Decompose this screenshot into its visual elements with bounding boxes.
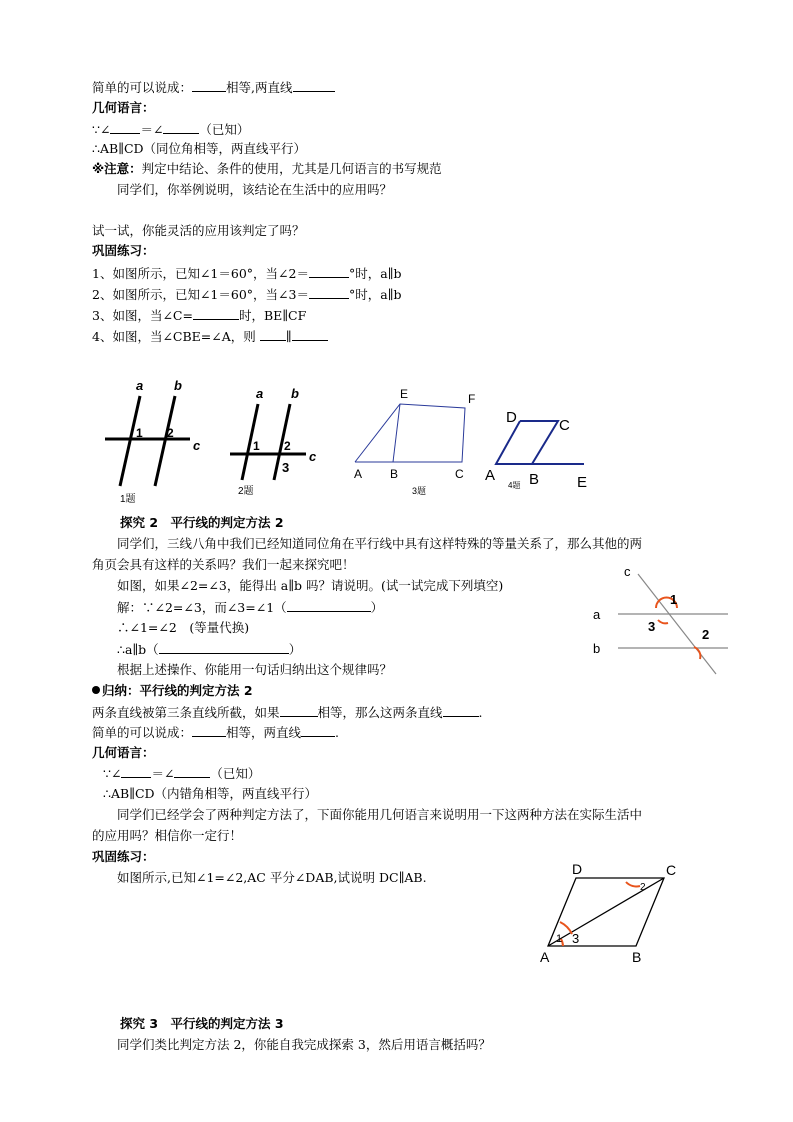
blank[interactable] — [292, 328, 328, 341]
label-a: a — [593, 607, 601, 622]
label-C: C — [559, 417, 570, 434]
conclusion-statement: 两条直线被第三条直线所截，如果 相等，那么这两条直线 . — [92, 705, 483, 720]
label-E: E — [577, 474, 588, 491]
label-1: 1 — [253, 439, 260, 453]
label-b: b — [593, 641, 601, 656]
simple-statement-1: 简单的可以说成： 相等,两直线 — [92, 79, 335, 96]
label-A: A — [485, 467, 496, 484]
explore2-heading: 探究 2 平行线的判定方法 2 — [120, 515, 284, 530]
label-F: F — [468, 392, 476, 406]
apply-para-1: 同学们已经学会了两种判定方法了，下面你能用几何语言来说明用一下这两种方法在实际生活中 — [117, 807, 643, 822]
figure-parallelogram — [536, 860, 696, 970]
practice-problem: 如图所示,已知∠1=∠2,AC 平分∠DAB,试说明 DC∥AB. — [117, 870, 427, 885]
geo2-line-1: ∵∠ ＝∠ （已知） — [103, 766, 261, 781]
label-E: E — [400, 387, 409, 401]
label-B: B — [390, 467, 399, 481]
label-B: B — [632, 949, 642, 965]
practice-heading: 巩固练习： — [92, 243, 155, 258]
blank[interactable] — [121, 765, 151, 778]
blank[interactable] — [309, 286, 349, 299]
label-a: a — [136, 378, 144, 393]
solution-step-1: 解：∵∠2=∠3，而∠3=∠1（ ） — [117, 600, 384, 615]
label-c: c — [624, 564, 631, 579]
label-A: A — [354, 467, 363, 481]
geo-line-2: ∴AB∥CD（同位角相等，两直线平行） — [92, 141, 307, 156]
geo-line-1: ∵∠ ＝∠ （已知） — [92, 122, 250, 137]
label-b: b — [291, 386, 299, 401]
blank[interactable] — [309, 265, 349, 278]
caption: 3题 — [412, 486, 427, 496]
explore2-para-1: 同学们，三线八角中我们已经知道同位角在平行线中具有这样特殊的等量关系了，那么其他的两 — [117, 536, 643, 551]
blank[interactable] — [287, 599, 371, 612]
blank[interactable] — [192, 724, 226, 737]
blank[interactable] — [293, 79, 335, 92]
label-b: b — [174, 378, 182, 393]
label-C: C — [455, 467, 464, 481]
solution-step-2: ∴∠1=∠2 (等量代换) — [117, 620, 250, 635]
label-3: 3 — [572, 931, 580, 946]
label-a: a — [256, 386, 264, 401]
practice-4: 4、如图，当∠CBE=∠A，则 ∥ — [92, 328, 328, 345]
explore2-para-2: 角页会具有这样的关系吗？我们一起来探究吧！ — [92, 557, 355, 572]
label-1: 1 — [136, 426, 143, 440]
blank[interactable] — [174, 765, 210, 778]
blank[interactable] — [443, 704, 479, 717]
figure-1 — [100, 376, 210, 506]
label-1: 1 — [670, 592, 678, 607]
blank[interactable] — [280, 704, 318, 717]
bullet-icon — [92, 686, 100, 694]
caption: 2题 — [238, 486, 254, 497]
geo-language-heading: 几何语言： — [92, 100, 155, 115]
label-c: c — [309, 449, 317, 464]
apply-para-2: 的应用吗？相信你一定行！ — [92, 828, 243, 843]
conclusion-label: 归纳：平行线的判定方法 2 — [92, 683, 253, 699]
blank[interactable] — [301, 724, 335, 737]
practice-heading-2: 巩固练习： — [92, 849, 155, 864]
geo2-line-2: ∴AB∥CD（内错角相等，两直线平行） — [103, 786, 318, 801]
blank[interactable] — [260, 328, 286, 341]
blank[interactable] — [159, 641, 289, 654]
explore3-text: 同学们类比判定方法 2，你能自我完成探索 3，然后用语言概括吗？ — [117, 1037, 491, 1052]
figure-angles — [588, 562, 738, 680]
label-2: 2 — [167, 426, 174, 440]
geo-language-heading-2: 几何语言： — [92, 745, 155, 760]
label-2: 2 — [640, 882, 646, 893]
label-3: 3 — [648, 619, 656, 634]
summary-question: 根据上述操作、你能用一句话归纳出这个规律吗？ — [117, 662, 393, 677]
caption: 1题 — [120, 494, 136, 505]
label-1: 1 — [556, 933, 563, 945]
blank[interactable] — [163, 121, 199, 134]
figure-2 — [228, 382, 328, 502]
blank[interactable] — [192, 79, 226, 92]
figure-4 — [482, 400, 592, 495]
practice-2: 2、如图所示，已知∠1＝60°，当∠3＝ °时，a∥b — [92, 287, 402, 302]
blank[interactable] — [193, 307, 239, 320]
practice-1: 1、如图所示，已知∠1＝60°，当∠2＝ °时，a∥b — [92, 266, 402, 281]
practice-3: 3、如图，当∠C= 时，BE∥CF — [92, 308, 307, 323]
label-3: 3 — [282, 460, 290, 475]
label-2: 2 — [702, 627, 710, 642]
label-D: D — [572, 861, 583, 877]
blank[interactable] — [110, 121, 140, 134]
simple-statement-2: 简单的可以说成： 相等，两直线 . — [92, 725, 340, 740]
try-prompt: 试一试，你能灵活的应用该判定了吗？ — [92, 223, 305, 238]
figure-3 — [350, 380, 480, 500]
explore3-heading: 探究 3 平行线的判定方法 3 — [120, 1016, 284, 1031]
note-line: ※注意：判定中结论、条件的使用，尤其是几何语言的书写规范 — [92, 161, 442, 176]
solution-step-3: ∴a∥b（ ） — [117, 642, 302, 657]
label-A: A — [540, 949, 550, 965]
example-prompt: 同学们，你举例说明，该结论在生活中的应用吗？ — [117, 182, 393, 197]
label-D: D — [506, 409, 517, 426]
label-c: c — [193, 438, 201, 453]
label-2: 2 — [284, 439, 291, 453]
caption: 4题 — [508, 481, 521, 490]
explore2-question: 如图，如果∠2=∠3，能得出 a∥b 吗？请说明。(试一试完成下列填空) — [117, 578, 504, 593]
label-C: C — [666, 862, 677, 878]
label-B: B — [529, 471, 540, 488]
